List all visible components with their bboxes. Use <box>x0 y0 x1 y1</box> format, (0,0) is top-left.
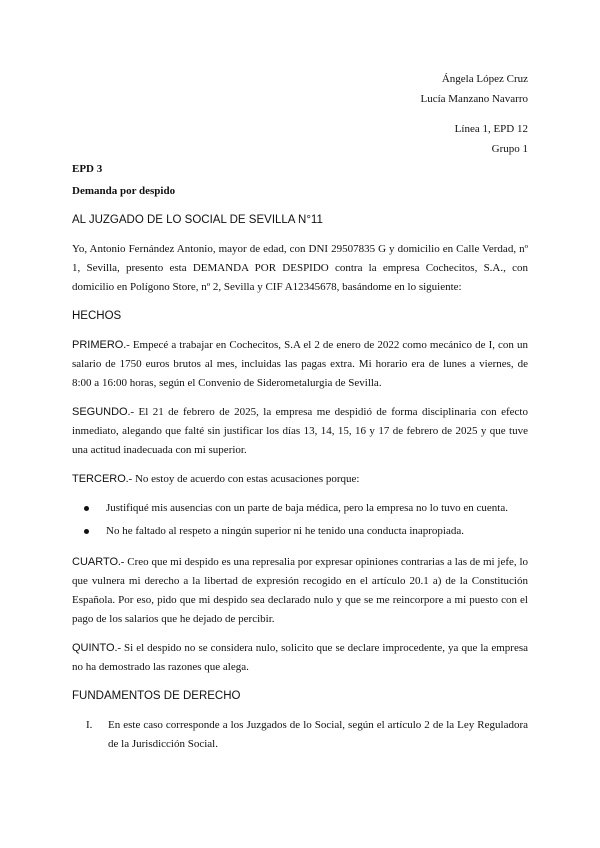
fact-text: .- No estoy de acuerdo con estas acusaciones porque: <box>125 473 360 485</box>
fundamentos-heading: FUNDAMENTOS DE DERECHO <box>72 690 241 702</box>
fact-segundo <box>72 403 528 460</box>
fact-label: SEGUNDO <box>72 406 128 418</box>
course-line: Línea 1, EPD 12 <box>454 123 528 135</box>
author-name-2: Lucía Manzano Navarro <box>420 93 528 105</box>
fundamentos-list <box>72 716 528 754</box>
document-body <box>72 160 528 754</box>
document-title: EPD 3 <box>72 163 103 175</box>
fact-text: .- Empecé a trabajar en Cochecitos, S.A el 2 de enero de 2022 como mecánico de I, con un salario de 1750 euros brutos al mes, incluidas las pagas extra. Mi horario era de lunes a viernes, de 8:00 a 16:00 horas, según el Convenio de Siderometalurgia de Sevilla. <box>72 339 528 389</box>
court-heading: AL JUZGADO DE LO SOCIAL DE SEVILLA N°11 <box>72 214 323 226</box>
fact-label: PRIMERO <box>72 339 124 351</box>
fact-text: .- El 21 de febrero de 2025, la empresa me despidió de forma disciplinaria con efecto inmediato, alegando que falté sin justificar los días 13, 14, 15, 16 y 17 de febrero de 2025 y que tuve una actitud inadecuada con mi superior. <box>72 406 528 456</box>
fact-label: TERCERO <box>72 473 126 485</box>
fact-tercero <box>72 470 528 489</box>
list-item: No he faltado al respeto a ningún superior ni he tenido una conducta inapropiada. <box>84 522 528 541</box>
fact-text: .- Si el despido no se considera nulo, solicito que se declare improcedente, ya que la empresa no ha demostrado las razones que alega. <box>72 642 528 673</box>
fact-quinto <box>72 639 528 677</box>
author-name-1: Ángela López Cruz <box>441 73 528 85</box>
list-text: En este caso corresponde a los Juzgados de lo Social, según el artículo 2 de la Ley Reguladora de la Jurisdicción Social. <box>108 719 528 750</box>
list-item <box>72 716 528 754</box>
list-item: Justifiqué mis ausencias con un parte de baja médica, pero la empresa no lo tuvo en cuenta. <box>84 499 528 518</box>
fact-cuarto <box>72 553 528 629</box>
intro-paragraph: Yo, Antonio Fernández Antonio, mayor de edad, con DNI 29507835 G y domicilio en Calle Verdad, nº 1, Sevilla, presento esta DEMANDA POR DESPIDO contra la empresa Cochecitos, S.A., con domicilio en Polígono Store, nº 2, Sevilla y CIF A12345678, basándome en lo siguiente: <box>72 243 528 293</box>
list-number: I. <box>86 719 93 731</box>
tercero-bullet-list <box>72 499 528 541</box>
group-line: Grupo 1 <box>491 143 528 155</box>
document-subtitle: Demanda por despido <box>72 185 176 197</box>
fact-primero <box>72 336 528 393</box>
author-header <box>420 70 528 160</box>
fact-label: CUARTO <box>72 556 119 568</box>
hechos-heading: HECHOS <box>72 310 122 322</box>
bullet-icon <box>84 529 89 534</box>
fact-text: .- Creo que mi despido es una represalia por expresar opiniones contrarias a las de mi jefe, lo que vulnera mi derecho a la libertad de expresión recogido en el artículo 20.1 a) de la Constitución Española. Por eso, pido que mi despido sea declarado nulo y que se me reincorpore a mi puesto con el pago de los salarios que he dejado de percibir. <box>72 556 528 625</box>
bullet-icon <box>84 506 89 511</box>
fact-label: QUINTO <box>72 642 115 654</box>
